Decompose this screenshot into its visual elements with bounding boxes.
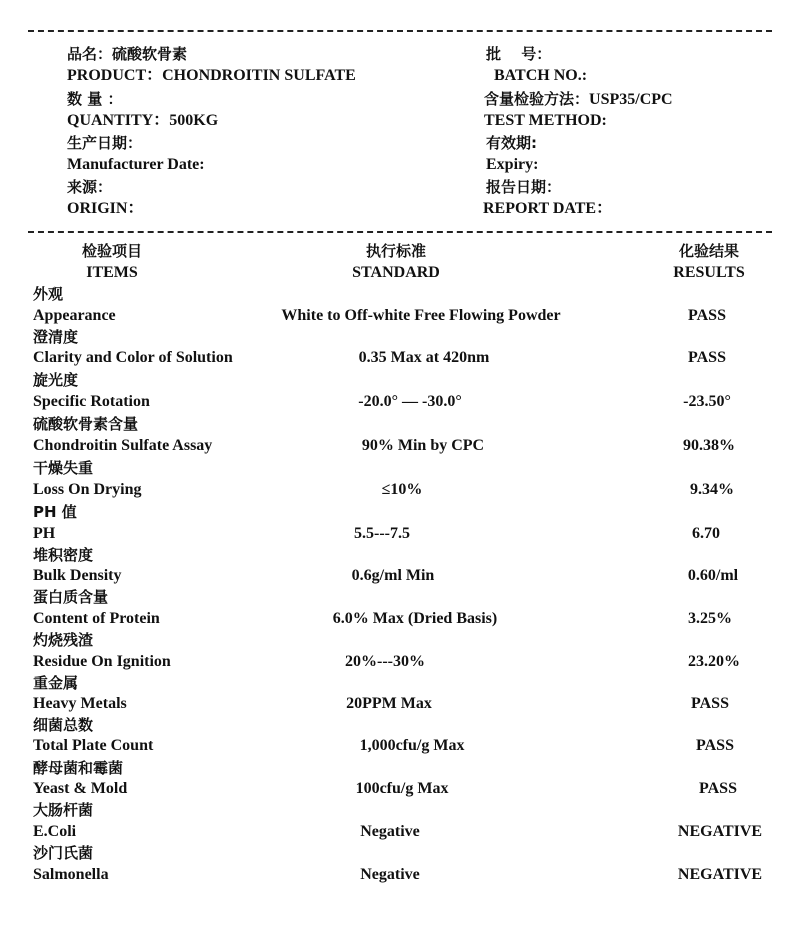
item-cn: 沙门氏菌 — [33, 844, 94, 862]
result-value: PASS — [696, 737, 734, 754]
standard-value: Negative — [360, 823, 420, 840]
standard-value: 6.0% Max (Dried Basis) — [332, 610, 498, 627]
field-label: Manufacturer Date: — [67, 156, 205, 173]
item-cn: 重金属 — [33, 674, 79, 692]
result-value: 23.20% — [688, 653, 740, 670]
item-en: Loss On Drying — [33, 481, 142, 498]
item-en: Clarity and Color of Solution — [33, 349, 233, 366]
item-cn: 灼烧残渣 — [33, 631, 94, 649]
standard-value: -20.0° — -30.0° — [358, 393, 462, 410]
item-cn: 外观 — [33, 285, 64, 303]
column-results-en: RESULTS — [673, 264, 745, 281]
column-items-cn: 检验项目 — [81, 242, 143, 260]
field-label: 生产日期： — [67, 134, 143, 152]
field-label: 批 号： — [486, 45, 552, 63]
standard-value: Negative — [360, 866, 420, 883]
batch-en-row — [494, 66, 587, 86]
item-en: Content of Protein — [33, 610, 160, 627]
item-en: PH — [33, 525, 56, 542]
test-method-cn-row — [484, 89, 673, 110]
item-cn: 堆积密度 — [33, 546, 94, 564]
item-cn: 硫酸软骨素含量 — [33, 415, 139, 433]
result-value: NEGATIVE — [677, 866, 763, 883]
column-results-cn: 化验结果 — [678, 242, 740, 260]
item-cn: PH 值 — [33, 503, 77, 521]
item-cn: 大肠杆菌 — [33, 801, 94, 819]
batch-cn-row — [486, 44, 551, 64]
standard-value: 1,000cfu/g Max — [359, 737, 465, 754]
quantity-cn-row — [67, 89, 122, 109]
item-en: Total Plate Count — [33, 737, 154, 754]
item-en: E.Coli — [33, 823, 77, 840]
result-value: PASS — [699, 780, 737, 797]
result-value: PASS — [688, 349, 726, 366]
report-date-cn-row — [486, 177, 561, 197]
result-value: PASS — [691, 695, 729, 712]
field-label: BATCH NO.: — [494, 67, 588, 84]
field-value: 500KG — [169, 112, 219, 129]
field-label: 品名： — [67, 45, 113, 63]
item-cn: 旋光度 — [33, 371, 79, 389]
result-value: 0.60/ml — [687, 567, 739, 584]
field-value: CHONDROITIN SULFATE — [162, 67, 356, 84]
origin-en-row — [67, 199, 143, 219]
result-value: -23.50° — [683, 393, 731, 410]
field-label: Expiry: — [486, 156, 539, 173]
field-label: QUANTITY： — [67, 112, 170, 129]
top-divider — [28, 30, 772, 32]
quantity-en-row — [67, 111, 218, 131]
report-date-en-row — [483, 199, 612, 219]
result-value: 90.38% — [683, 437, 735, 454]
result-value: 3.25% — [688, 610, 732, 627]
field-value: 硫酸软骨素 — [112, 45, 188, 63]
item-en: Appearance — [33, 307, 116, 324]
item-cn: 干燥失重 — [33, 459, 94, 477]
standard-value: 0.6g/ml Min — [351, 567, 435, 584]
field-label: 报告日期： — [486, 178, 562, 196]
item-cn: 蛋白质含量 — [33, 588, 109, 606]
item-en: Specific Rotation — [33, 393, 150, 410]
standard-value: 0.35 Max at 420nm — [358, 349, 490, 366]
field-label: 含量检验方法： — [484, 90, 590, 108]
expiry-cn-row — [486, 133, 537, 153]
expiry-en-row — [486, 155, 538, 175]
header-divider — [28, 231, 772, 233]
field-label: 数 量 ： — [67, 90, 123, 108]
manufacture-date-cn-row — [67, 133, 142, 153]
item-en: Salmonella — [33, 866, 109, 883]
field-label: REPORT DATE： — [483, 200, 613, 217]
item-cn: 酵母菌和霉菌 — [33, 759, 124, 777]
test-method-en-row — [484, 111, 607, 131]
standard-value: White to Off-white Free Flowing Powder — [281, 307, 561, 324]
result-value: PASS — [688, 307, 726, 324]
standard-value: ≤10% — [381, 481, 423, 498]
standard-value: 20%---30% — [345, 653, 425, 670]
product-cn-row — [67, 44, 187, 64]
field-label: 有效期: — [486, 134, 537, 152]
standard-value: 90% Min by CPC — [361, 437, 485, 454]
item-en: Heavy Metals — [33, 695, 127, 712]
field-label: 来源： — [67, 178, 113, 196]
item-en: Residue On Ignition — [33, 653, 171, 670]
item-en: Bulk Density — [33, 567, 122, 584]
product-en-row — [67, 66, 356, 86]
column-standard-en: STANDARD — [352, 264, 440, 281]
item-en: Chondroitin Sulfate Assay — [33, 437, 213, 454]
result-value: NEGATIVE — [677, 823, 763, 840]
field-label: ORIGIN： — [67, 200, 144, 217]
result-value: 6.70 — [692, 525, 720, 542]
item-cn: 澄清度 — [33, 328, 79, 346]
result-value: 9.34% — [690, 481, 734, 498]
standard-value: 100cfu/g Max — [355, 780, 449, 797]
field-label: TEST METHOD: — [484, 112, 607, 129]
standard-value: 20PPM Max — [346, 695, 432, 712]
item-cn: 细菌总数 — [33, 716, 94, 734]
item-en: Yeast & Mold — [33, 780, 128, 797]
manufacture-date-en-row — [67, 155, 205, 175]
column-items-en: ITEMS — [86, 264, 138, 281]
origin-cn-row — [67, 177, 112, 197]
field-value: USP35/CPC — [589, 91, 673, 108]
standard-value: 5.5---7.5 — [354, 525, 410, 542]
column-standard-cn: 执行标准 — [365, 242, 427, 260]
field-label: PRODUCT： — [67, 67, 163, 84]
